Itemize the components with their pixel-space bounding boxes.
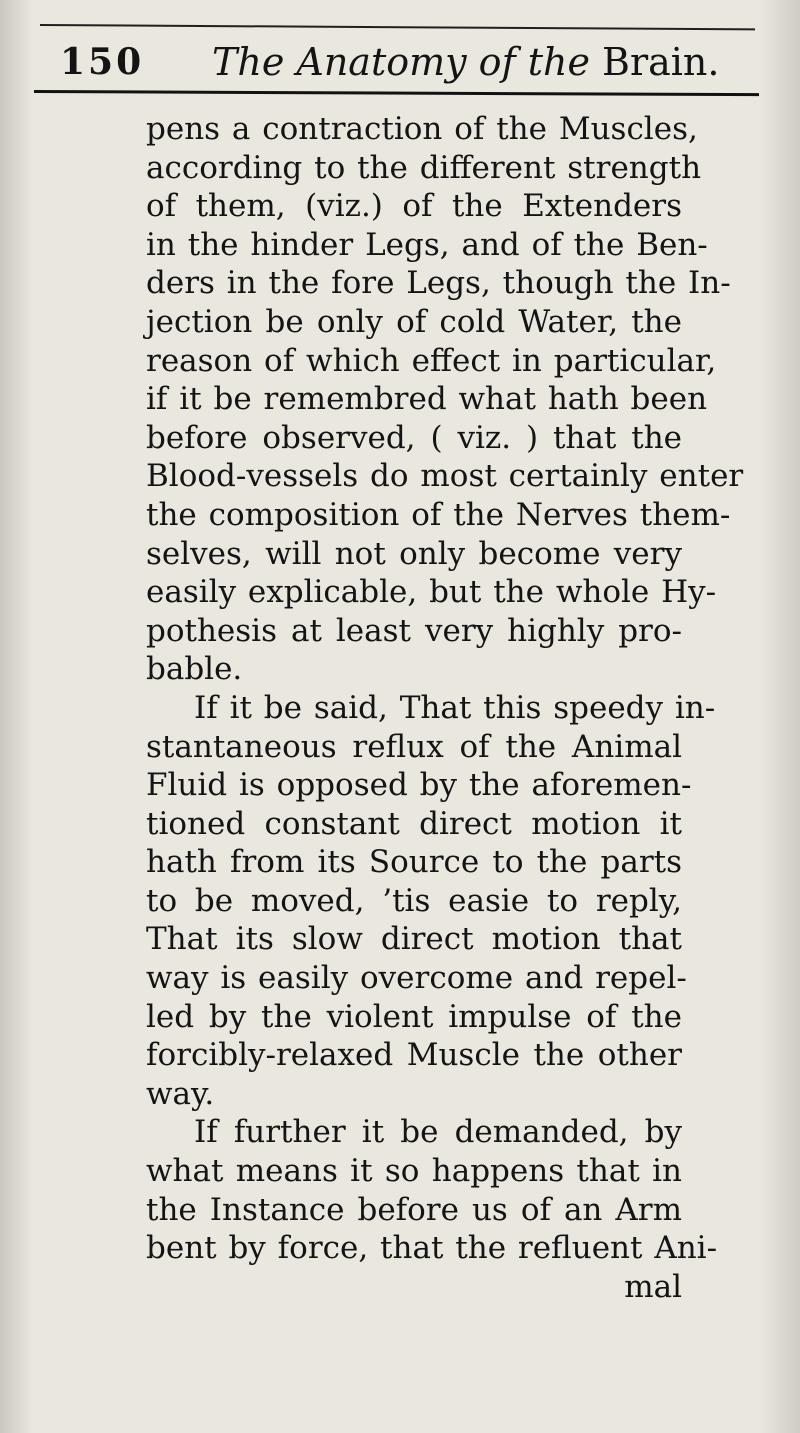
catchword-line: mal bbox=[624, 1268, 682, 1305]
text-line: if it be remembred what hath been bbox=[146, 381, 708, 418]
page-number: 150 bbox=[60, 41, 145, 83]
text-line: Fluid is opposed by the aforemen- bbox=[146, 767, 692, 804]
text-line: in the hinder Legs, and of the Ben- bbox=[146, 226, 708, 263]
running-title bbox=[212, 32, 719, 92]
running-title-italic: The Anatomy of the bbox=[212, 40, 603, 84]
paragraph-reflux-objection bbox=[146, 689, 716, 1114]
text-line: Blood-vessels do most certainly enter bbox=[146, 458, 744, 495]
text-line: tioned constant direct motion it bbox=[146, 805, 682, 842]
header-top-rule bbox=[40, 24, 755, 30]
text-line: jection be only of cold Water, the bbox=[146, 303, 682, 340]
text-line: pens a contraction of the Muscles, bbox=[146, 111, 698, 147]
text-line: reason of which effect in particular, bbox=[146, 342, 717, 379]
text-line: If it be said, That this speedy in- bbox=[194, 689, 716, 726]
text-line: way. bbox=[146, 1075, 215, 1112]
text-line: the Instance before us of an Arm bbox=[146, 1191, 682, 1228]
text-line: bable. bbox=[146, 651, 243, 688]
text-line: stantaneous reflux of the Animal bbox=[146, 728, 682, 765]
paragraph-further-demand bbox=[146, 1113, 718, 1306]
text-line: to be moved, ’tis easie to reply, bbox=[146, 882, 682, 919]
running-title-roman: Brain. bbox=[602, 40, 720, 84]
text-line: pothesis at least very highly pro- bbox=[146, 612, 682, 649]
text-line: selves, will not only become very bbox=[146, 535, 682, 572]
paragraph-continued bbox=[146, 110, 744, 689]
text-line: what means it so happens that in bbox=[146, 1153, 682, 1190]
text-line: That its slow direct motion that bbox=[146, 921, 682, 958]
text-line: way is easily overcome and repel- bbox=[146, 960, 687, 997]
text-line: led by the violent impulse of the bbox=[146, 998, 682, 1035]
text-line: the composition of the Nerves them- bbox=[146, 496, 731, 533]
text-line: easily explicable, but the whole Hy- bbox=[146, 574, 717, 611]
body-text bbox=[146, 110, 744, 1306]
text-line: bent by force, that the refluent Ani- bbox=[146, 1230, 718, 1267]
text-line: according to the different strength bbox=[146, 149, 702, 186]
text-line: forcibly-relaxed Muscle the other bbox=[146, 1037, 682, 1074]
text-line: If further it be demanded, by bbox=[194, 1114, 682, 1151]
text-line: before observed, ( viz. ) that the bbox=[146, 419, 682, 456]
text-line: ders in the fore Legs, though the In- bbox=[146, 265, 731, 302]
text-line: of them, (viz.) of the Extenders bbox=[146, 188, 682, 225]
text-line: hath from its Source to the parts bbox=[146, 844, 682, 881]
